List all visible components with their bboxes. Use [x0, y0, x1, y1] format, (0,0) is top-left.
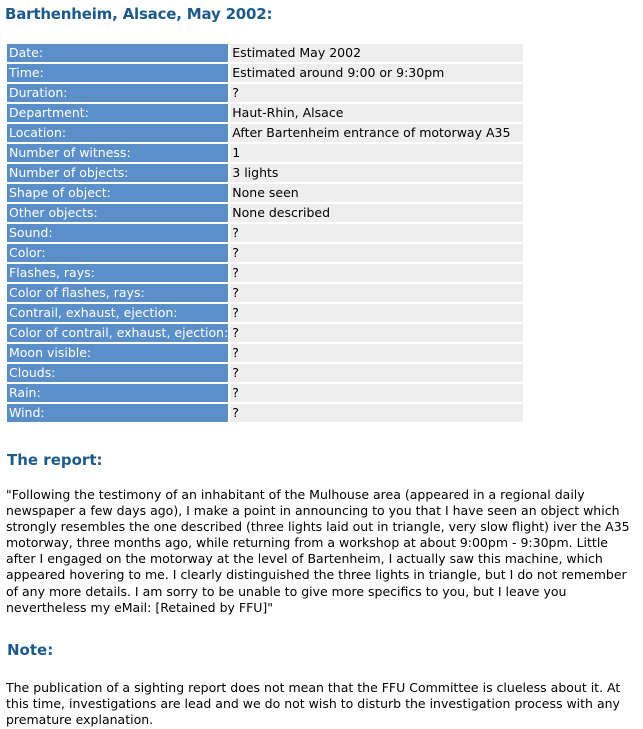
table-row — [7, 184, 523, 202]
detail-value-flashes-rays: ? — [230, 264, 523, 282]
table-row — [7, 44, 523, 62]
detail-value-color: ? — [230, 244, 523, 262]
detail-label-shape-of-object: Shape of object: — [7, 184, 228, 202]
detail-label-number-of-witness: Number of witness: — [7, 144, 228, 162]
table-row — [7, 284, 523, 302]
table-row — [7, 84, 523, 102]
detail-value-rain: ? — [230, 384, 523, 402]
table-row — [7, 224, 523, 242]
detail-label-time: Time: — [7, 64, 228, 82]
detail-label-rain: Rain: — [7, 384, 228, 402]
detail-value-department: Haut-Rhin, Alsace — [230, 104, 523, 122]
table-row — [7, 304, 523, 322]
table-row — [7, 404, 523, 422]
detail-value-number-of-witness: 1 — [230, 144, 523, 162]
table-row — [7, 64, 523, 82]
detail-value-clouds: ? — [230, 364, 523, 382]
table-row — [7, 164, 523, 182]
detail-label-location: Location: — [7, 124, 228, 142]
detail-label-clouds: Clouds: — [7, 364, 228, 382]
detail-label-duration: Duration: — [7, 84, 228, 102]
detail-label-number-of-objects: Number of objects: — [7, 164, 228, 182]
detail-value-other-objects: None described — [230, 204, 523, 222]
sighting-details-table — [5, 42, 525, 424]
detail-value-moon-visible: ? — [230, 344, 523, 362]
detail-label-moon-visible: Moon visible: — [7, 344, 228, 362]
detail-label-flashes-rays: Flashes, rays: — [7, 264, 228, 282]
table-row — [7, 104, 523, 122]
note-heading: Note: — [7, 641, 54, 659]
detail-label-wind: Wind: — [7, 404, 228, 422]
page-title: Barthenheim, Alsace, May 2002: — [5, 5, 273, 23]
detail-label-department: Department: — [7, 104, 228, 122]
table-row — [7, 384, 523, 402]
detail-label-contrail-exhaust-ejection: Contrail, exhaust, ejection: — [7, 304, 228, 322]
table-row — [7, 344, 523, 362]
detail-value-color-of-flashes-rays: ? — [230, 284, 523, 302]
detail-value-wind: ? — [230, 404, 523, 422]
detail-value-color-of-contrail: ? — [230, 324, 523, 342]
detail-value-sound: ? — [230, 224, 523, 242]
report-heading: The report: — [7, 451, 103, 469]
table-row — [7, 264, 523, 282]
table-row — [7, 124, 523, 142]
table-row — [7, 364, 523, 382]
detail-value-date: Estimated May 2002 — [230, 44, 523, 62]
detail-label-color-of-flashes-rays: Color of flashes, rays: — [7, 284, 228, 302]
table-row — [7, 244, 523, 262]
detail-value-number-of-objects: 3 lights — [230, 164, 523, 182]
note-text: The publication of a sighting report does not mean that the FFU Committee is clueless about it. At this time, investigations are lead and we do not wish to disturb the investigation process with any premature explanation. — [6, 680, 621, 728]
table-row — [7, 204, 523, 222]
table-row — [7, 144, 523, 162]
report-text: "Following the testimony of an inhabitant of the Mulhouse area (appeared in a regional daily newspaper a few days ago), I make a point in announcing to you that I have seen an object which strongly resembles the one described (three lights laid out in triangle, very slow flight) iver the A35 motorway, three months ago, while returning from a workshop at about 9:00pm - 9:30pm. Little after I engaged on the motorway at the level of Bartenheim, I actually saw this machine, which appeared hovering to me. I clearly distinguished the three lights in triangle, but I do not remember of any more details. I am sorry to be unable to give more specifics to you, but I leave you nevertheless my eMail: [Retained by FFU]" — [6, 487, 630, 615]
detail-label-date: Date: — [7, 44, 228, 62]
detail-label-sound: Sound: — [7, 224, 228, 242]
detail-value-contrail-exhaust-ejection: ? — [230, 304, 523, 322]
table-row — [7, 324, 523, 342]
detail-label-color-of-contrail: Color of contrail, exhaust, ejection: — [9, 325, 229, 340]
detail-value-shape-of-object: None seen — [230, 184, 523, 202]
detail-label-other-objects: Other objects: — [7, 204, 228, 222]
detail-value-location: After Bartenheim entrance of motorway A35 — [230, 124, 523, 142]
detail-label-color: Color: — [7, 244, 228, 262]
detail-value-time: Estimated around 9:00 or 9:30pm — [230, 64, 523, 82]
detail-value-duration: ? — [230, 84, 523, 102]
